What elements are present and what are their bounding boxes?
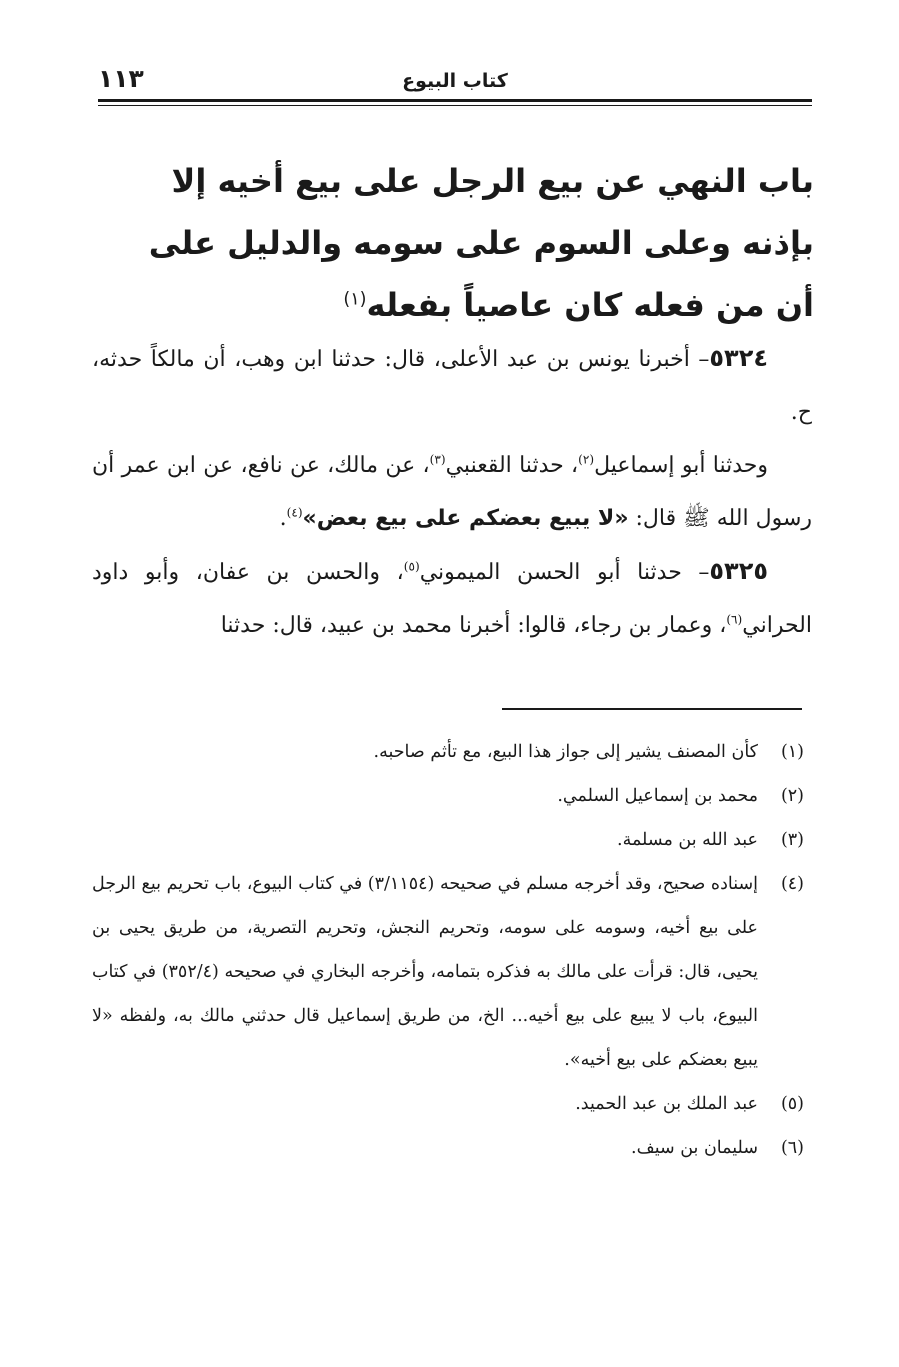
text-run: وحدثنا أبو إسماعيل bbox=[594, 453, 769, 478]
chapter-title: باب النهي عن بيع الرجل على بيع أخيه إلا بإذنه وعلى السوم على سومه والدليل على أن من فعله كان عاصياً بفعله bbox=[148, 162, 814, 324]
footnote-text: كأن المصنف يشير إلى جواز هذا البيع، مع تأثم صاحبه. bbox=[373, 742, 758, 762]
footnote-number: (٢) bbox=[780, 786, 804, 806]
hadith-5325 bbox=[92, 545, 812, 652]
book-title: كتاب البيوع bbox=[402, 70, 508, 92]
footnote-text: عبد الله بن مسلمة. bbox=[617, 830, 758, 850]
text-run: . bbox=[279, 506, 287, 531]
text-run: ، وعمار بن رجاء، قالوا: أخبرنا محمد بن عبيد، قال: حدثنا bbox=[220, 613, 727, 638]
footnote-number: (٤) bbox=[780, 874, 804, 894]
footnote-separator bbox=[502, 708, 802, 710]
footnote-item bbox=[92, 818, 804, 862]
footnote-item bbox=[92, 862, 804, 1082]
prophetic-saying: «لا يبيع بعضكم على بيع بعض» bbox=[302, 506, 629, 531]
chapter-footnote-ref: (١) bbox=[343, 289, 367, 310]
footnote-ref: (٤) bbox=[286, 505, 303, 520]
footnote-item bbox=[92, 1126, 804, 1170]
footnote-number: (٥) bbox=[780, 1094, 804, 1114]
hadith-5324-continuation bbox=[92, 439, 812, 545]
page-number: ١١٣ bbox=[98, 64, 144, 93]
footnote-text: سليمان بن سيف. bbox=[631, 1138, 758, 1158]
text-run: ، حدثنا القعنبي bbox=[445, 453, 579, 478]
header-rule-thin bbox=[98, 105, 812, 106]
main-text bbox=[92, 332, 812, 652]
footnote-ref: (٢) bbox=[578, 452, 595, 467]
text-run: ، عن مالك، عن نافع، عن ابن عمر أن رسول الله ﷺ قال: bbox=[92, 453, 812, 531]
hadith-5324 bbox=[92, 332, 812, 439]
running-header bbox=[98, 64, 812, 100]
footnote-item bbox=[92, 1082, 804, 1126]
footnotes bbox=[92, 730, 804, 1170]
hadith-number: ٥٣٢٤ bbox=[709, 344, 768, 372]
hadith-number: ٥٣٢٥ bbox=[709, 557, 768, 585]
hadith-text: – أخبرنا يونس بن عبد الأعلى، قال: حدثنا ابن وهب، أن مالكاً حدثه، ح. bbox=[92, 347, 812, 425]
footnote-text: إسناده صحيح، وقد أخرجه مسلم في صحيحه (٣/١١٥٤) في كتاب البيوع، باب تحريم بيع الرجل على بيع أخيه، وسومه على سومه، وتحريم النجش، وتحريم التصرية، من طريق يحيى بن يحيى، قال: قرأت على مالك به فذكره بتمامه، وأخرجه البخاري في صحيحه (٣٥٢/٤) في كتاب البيوع، باب لا يبيع على بيع أخيه... الخ، من طريق إسماعيل قال حدثني مالك به، ولفظه «لا يبيع بعضكم على بيع أخيه». bbox=[92, 874, 759, 1070]
chapter-heading bbox=[110, 150, 814, 336]
text-run: ، والحسن بن عفان، وأبو داود الحراني bbox=[92, 560, 812, 638]
footnote-text: محمد بن إسماعيل السلمي. bbox=[557, 786, 758, 806]
footnote-number: (٦) bbox=[780, 1138, 804, 1158]
text-run: – حدثنا أبو الحسن الميموني bbox=[419, 560, 710, 585]
footnote-ref: (٣) bbox=[429, 452, 446, 467]
footnote-number: (٣) bbox=[780, 830, 804, 850]
footnote-ref: (٦) bbox=[726, 612, 743, 627]
footnote-item bbox=[92, 730, 804, 774]
footnote-number: (١) bbox=[780, 742, 804, 762]
footnote-item bbox=[92, 774, 804, 818]
footnote-ref: (٥) bbox=[403, 559, 420, 574]
header-rule-thick bbox=[98, 99, 812, 102]
footnote-text: عبد الملك بن عبد الحميد. bbox=[575, 1094, 758, 1114]
